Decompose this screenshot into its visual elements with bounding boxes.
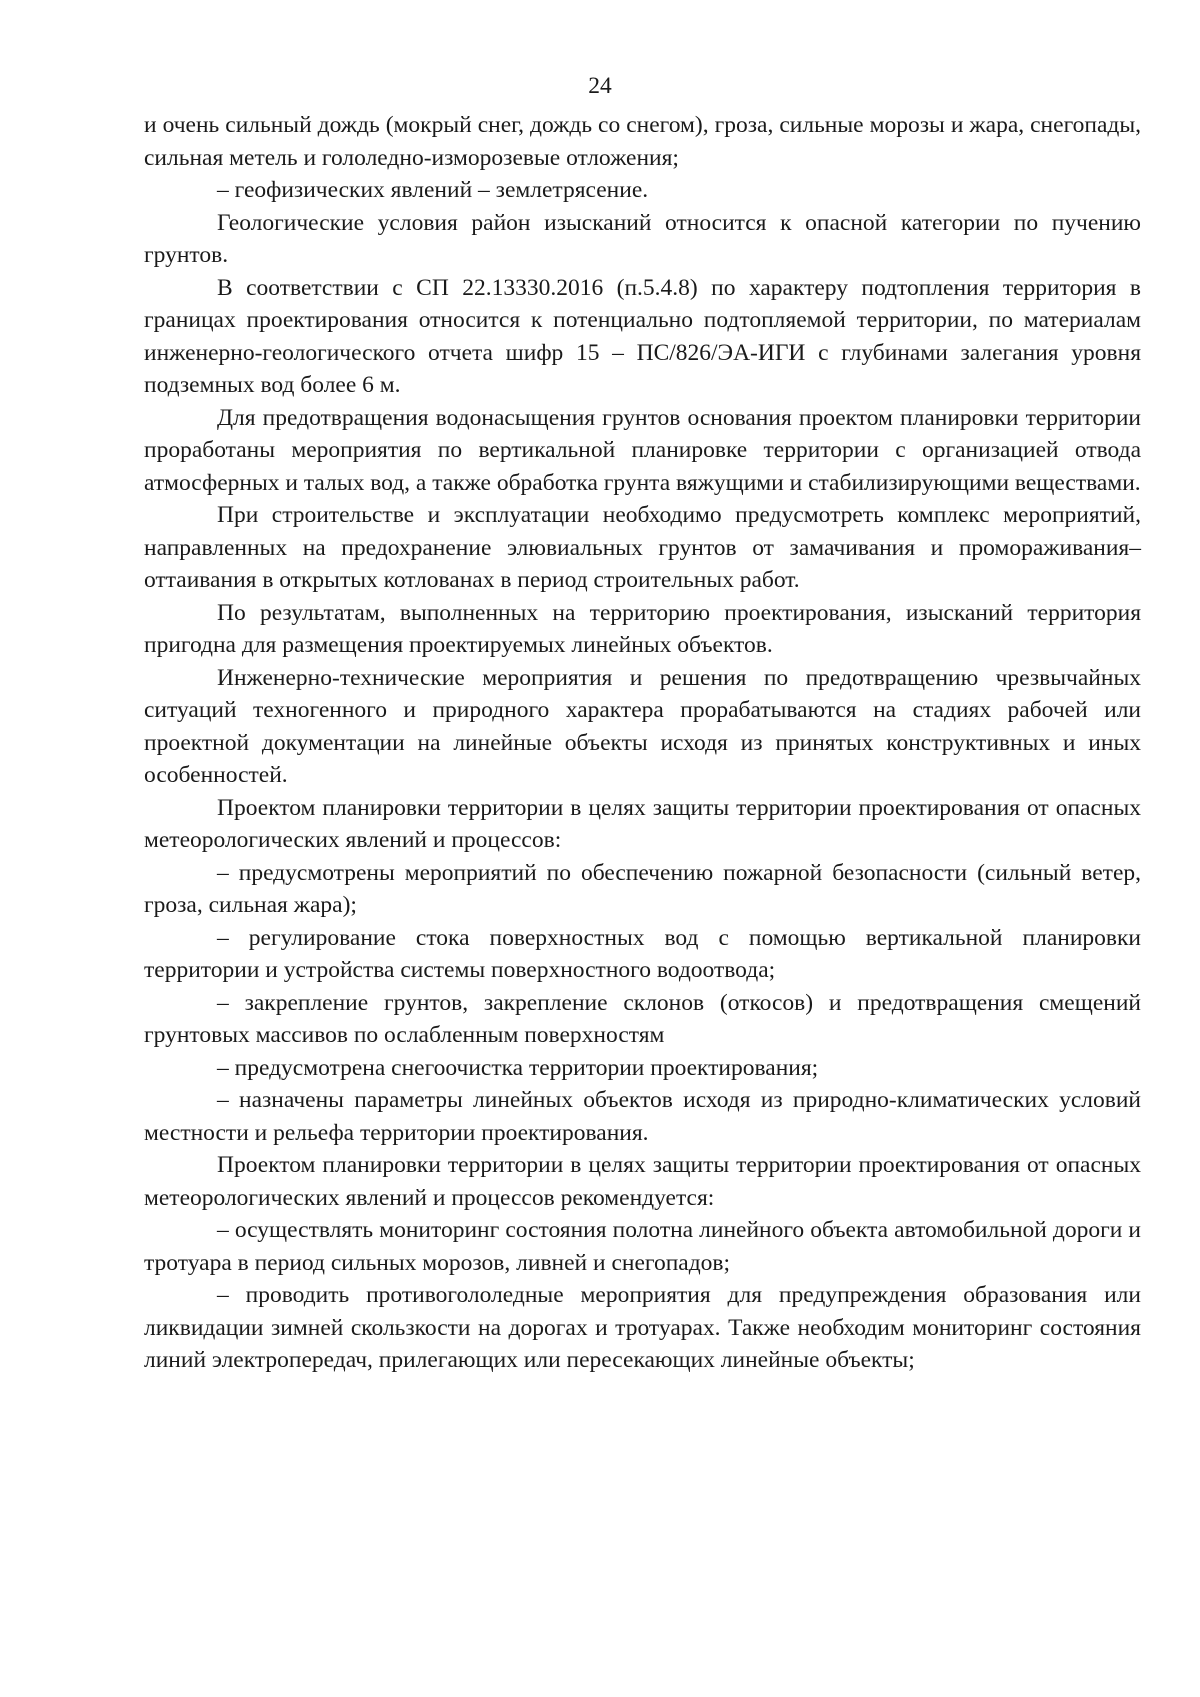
list-item-fire-safety: – предусмотрены мероприятий по обеспечению пожарной безопасности (сильный ветер, гроза, сильная жара);: [144, 859, 1141, 918]
paragraph-flooding: В соответствии с СП 22.13330.2016 (п.5.4.8) по характеру подтопления территория в границах проектирования относится к потенциально подтопляемой территории, по материалам инженерно-геологического отчета шифр 15 – ПС/826/ЭА-ИГИ с глубинами залегания уровня подземных вод более 6 м.: [144, 274, 1141, 398]
document-body: [144, 109, 1141, 1377]
paragraph-engineering-measures: Инженерно-технические мероприятия и решения по предотвращению чрезвычайных ситуаций техногенного и природного характера прорабатываются на стадиях рабочей или проектной документации на линейные объекты исходя из принятых конструктивных и иных особенностей.: [144, 664, 1141, 788]
paragraph-water-saturation: Для предотвращения водонасыщения грунтов основания проектом планировки территории проработаны мероприятия по вертикальной планировке территории с организацией отвода атмосферных и талых вод, а также обработка грунта вяжущими и стабилизирующими веществами.: [144, 404, 1141, 496]
list-item-anti-icing: – проводить противогололедные мероприятия для предупреждения образования или ликвидации зимней скользкости на дорогах и тротуарах. Также необходим мониторинг состояния линий электропередач, прилегающих или пересекающих линейные объекты;: [144, 1282, 1141, 1373]
list-item-parameters: – назначены параметры линейных объектов исходя из природно-климатических условий местности и рельефа территории проектирования.: [144, 1087, 1141, 1146]
paragraph-hazards-continued: и очень сильный дождь (мокрый снег, дождь со снегом), гроза, сильные морозы и жара, снегопады, сильная метель и гололедно-изморозевые отложения;: [144, 112, 1141, 171]
paragraph-geophysical: – геофизических явлений – землетрясение.: [217, 177, 649, 203]
list-item-snow-clearing: – предусмотрена снегоочистка территории проектирования;: [217, 1054, 819, 1081]
paragraph-survey-results: По результатам, выполненных на территорию проектирования, изысканий территория пригодна для размещения проектируемых линейных объектов.: [144, 599, 1141, 658]
paragraph-geological-conditions: Геологические условия район изысканий относится к опасной категории по пучению грунтов.: [144, 209, 1141, 268]
list-item-soil-stabilization: – закрепление грунтов, закрепление склонов (откосов) и предотвращения смещений грунтовых массивов по ослабленным поверхностям: [144, 989, 1141, 1048]
list-item-monitoring: – осуществлять мониторинг состояния полотна линейного объекта автомобильной дороги и тротуара в период сильных морозов, ливней и снегопадов;: [144, 1217, 1141, 1276]
page-number: 24: [588, 73, 612, 99]
paragraph-construction-measures: При строительстве и эксплуатации необходимо предусмотреть комплекс мероприятий, направленных на предохранение элювиальных грунтов от замачивания и промораживания–оттаивания в открытых котлованах в период строительных работ.: [144, 502, 1141, 593]
list-item-runoff-regulation: – регулирование стока поверхностных вод с помощью вертикальной планировки территории и устройства системы поверхностного водоотвода;: [144, 924, 1141, 983]
paragraph-recommendations-intro: Проектом планировки территории в целях защиты территории проектирования от опасных метеорологических явлений и процессов рекомендуется:: [144, 1152, 1141, 1211]
paragraph-protection-intro: Проектом планировки территории в целях защиты территории проектирования от опасных метеорологических явлений и процессов:: [144, 794, 1141, 853]
